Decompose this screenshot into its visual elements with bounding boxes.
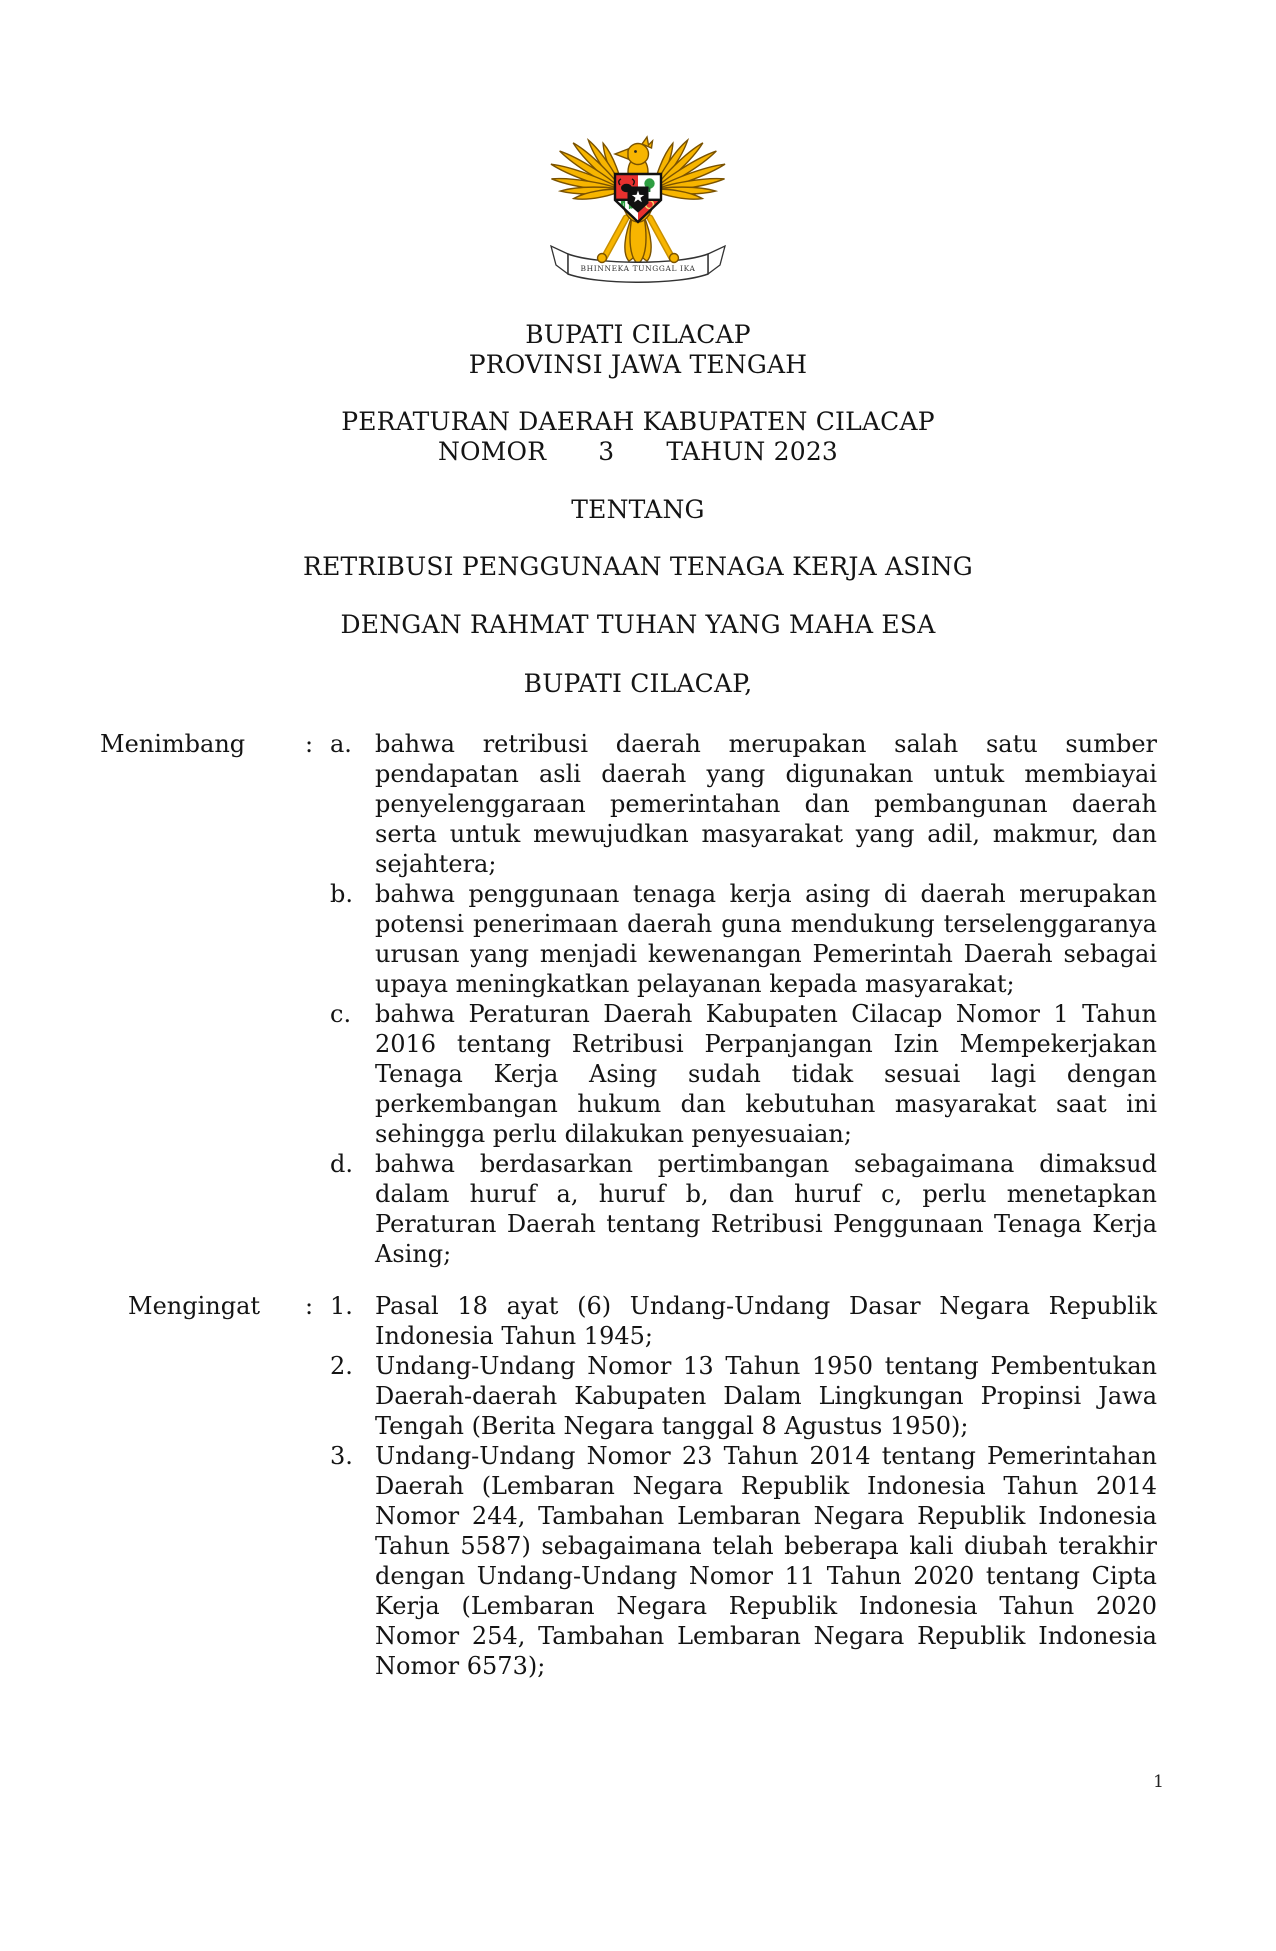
mengingat-items bbox=[330, 1291, 1157, 1681]
mengingat-label: Mengingat bbox=[128, 1292, 261, 1320]
item-text: bahwa retribusi daerah merupakan salah satu sumber pendapatan asli daerah yang digunakan untuk membiayai penyelenggaraan pemerintahan dan pembangunan daerah serta untuk mewujudkan masyarakat yang adil, makmur, dan sejahtera; bbox=[375, 730, 1157, 878]
item-text: bahwa Peraturan Daerah Kabupaten Cilacap Nomor 1 Tahun 2016 tentang Retribusi Perpanjangan Izin Mempekerjakan Tenaga Kerja Asing sudah tidak sesuai lagi dengan perkembangan hukum dan kebutuhan masyarakat saat ini sehingga perlu dilakukan penyesuaian; bbox=[375, 1000, 1157, 1148]
item-marker: a. bbox=[330, 730, 352, 758]
menimbang-label: Menimbang bbox=[100, 730, 246, 758]
mengingat-clause bbox=[100, 1291, 1157, 1681]
head bbox=[615, 137, 653, 165]
clauses-section bbox=[0, 729, 1276, 1681]
tentang-label: TENTANG bbox=[571, 495, 705, 524]
emblem-container bbox=[0, 0, 1276, 295]
list-item bbox=[330, 729, 1157, 879]
item-marker: 3. bbox=[330, 1442, 353, 1470]
menimbang-colon: : bbox=[305, 730, 314, 758]
item-marker: 2. bbox=[330, 1352, 353, 1380]
list-item bbox=[330, 999, 1157, 1149]
menimbang-items bbox=[330, 729, 1157, 1269]
mengingat-colon: : bbox=[305, 1292, 314, 1320]
invocation-line: DENGAN RAHMAT TUHAN YANG MAHA ESA bbox=[340, 610, 936, 639]
list-item bbox=[330, 1441, 1157, 1681]
issuer-line: BUPATI CILACAP, bbox=[523, 669, 753, 698]
nomor-value: 3 bbox=[598, 437, 615, 466]
item-marker: c. bbox=[330, 1000, 352, 1028]
nomor-label: NOMOR bbox=[437, 437, 547, 466]
regulation-title: PERATURAN DAERAH KABUPATEN CILACAP bbox=[341, 407, 935, 436]
province-title: PROVINSI JAWA TENGAH bbox=[468, 350, 808, 379]
item-text: Undang-Undang Nomor 13 Tahun 1950 tentang Pembentukan Daerah-daerah Kabupaten Dalam Lingkungan Propinsi Jawa Tengah (Berita Negara tanggal 8 Agustus 1950); bbox=[375, 1352, 1157, 1440]
year-text: TAHUN 2023 bbox=[666, 437, 839, 466]
item-text: bahwa penggunaan tenaga kerja asing di daerah merupakan potensi penerimaan daerah guna mendukung terselenggaranya urusan yang menjadi kewenangan Pemerintah Daerah sebagai upaya meningkatkan pelayanan kepada masyarakat; bbox=[375, 880, 1157, 998]
ribbon-motto-text: BHINNEKA TUNGGAL IKA bbox=[580, 264, 696, 273]
eye bbox=[634, 150, 637, 153]
item-text: Pasal 18 ayat (6) Undang-Undang Dasar Negara Republik Indonesia Tahun 1945; bbox=[375, 1292, 1157, 1350]
list-item bbox=[330, 1351, 1157, 1441]
item-marker: d. bbox=[330, 1150, 353, 1178]
beak bbox=[615, 149, 628, 159]
list-item bbox=[330, 1149, 1157, 1269]
list-item bbox=[330, 879, 1157, 999]
regulation-number-line bbox=[0, 437, 1276, 467]
authority-title: BUPATI CILACAP bbox=[525, 320, 751, 349]
pancasila-shield bbox=[615, 174, 661, 224]
list-item bbox=[330, 1291, 1157, 1351]
item-marker: b. bbox=[330, 880, 353, 908]
page-number: 1 bbox=[1153, 1772, 1164, 1792]
menimbang-clause bbox=[100, 729, 1157, 1269]
item-marker: 1. bbox=[330, 1292, 353, 1320]
garuda-pancasila-emblem-icon bbox=[538, 88, 738, 288]
item-text: bahwa berdasarkan pertimbangan sebagaimana dimaksud dalam huruf a, huruf b, dan huruf c, perlu menetapkan Peraturan Daerah tentang Retribusi Penggunaan Tenaga Kerja Asing; bbox=[375, 1150, 1157, 1268]
regulation-subject: RETRIBUSI PENGGUNAAN TENAGA KERJA ASING bbox=[303, 552, 973, 581]
item-text: Undang-Undang Nomor 23 Tahun 2014 tentang Pemerintahan Daerah (Lembaran Negara Republik Indonesia Tahun 2014 Nomor 244, Tambahan Lembaran Negara Republik Indonesia Tahun 5587) sebagaimana telah beberapa kali diubah terakhir dengan Undang-Undang Nomor 11 Tahun 2020 tentang Cipta Kerja (Lembaran Negara Republik Indonesia Tahun 2020 Nomor 254, Tambahan Lembaran Negara Republik Indonesia Nomor 6573); bbox=[375, 1442, 1157, 1680]
